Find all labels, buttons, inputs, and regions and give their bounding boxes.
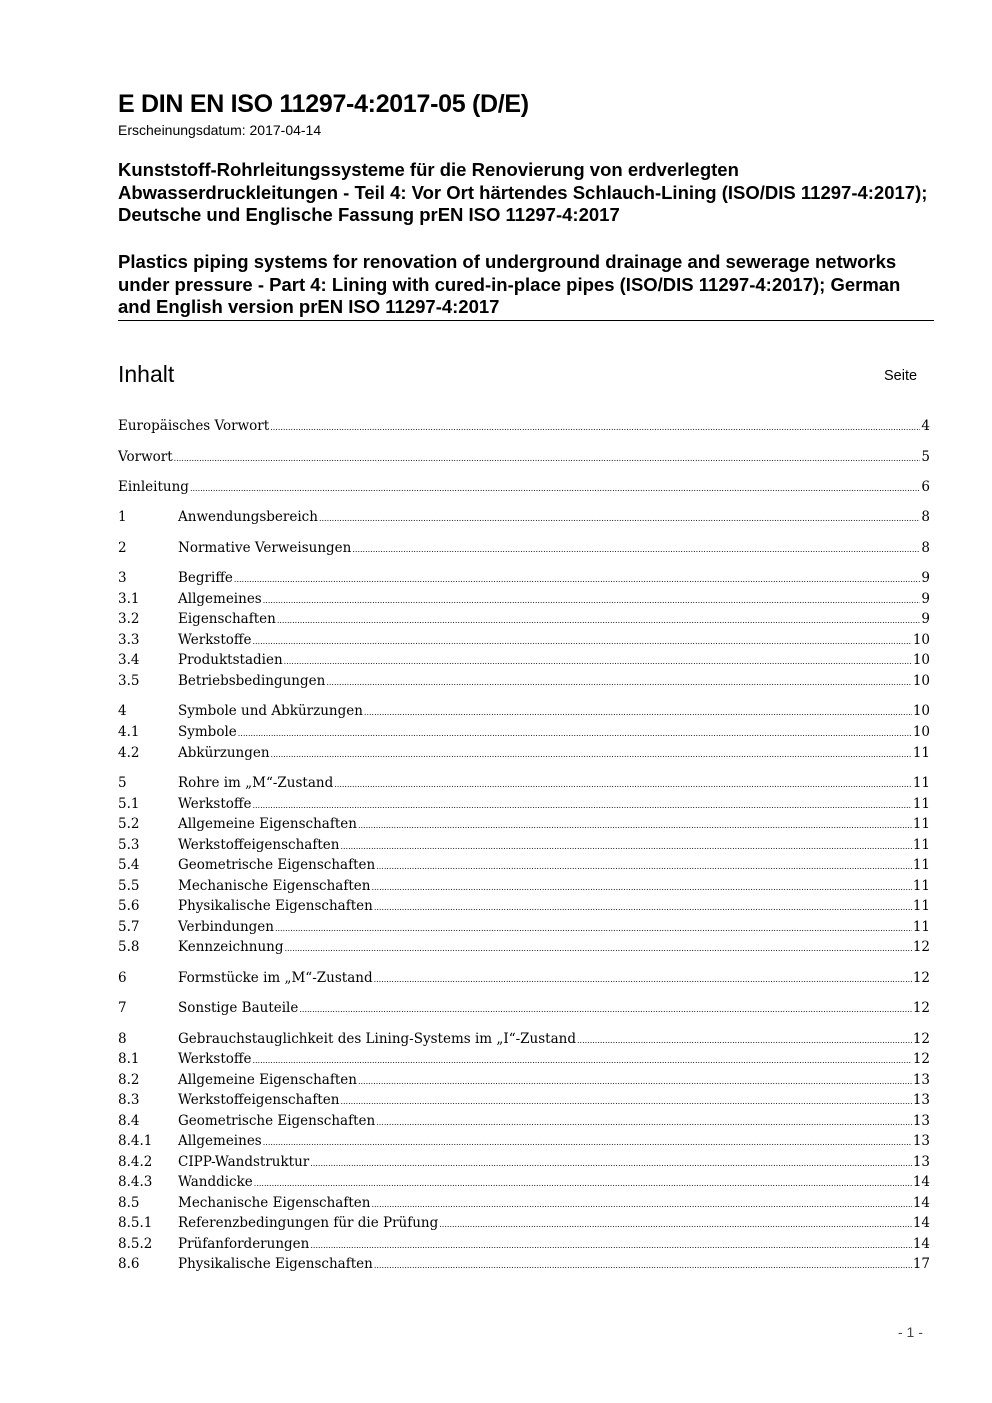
toc-leader-dots bbox=[234, 570, 921, 586]
toc-entry-title: Abkürzungen bbox=[178, 745, 270, 761]
toc-entry-title: Werkstoffe bbox=[178, 796, 252, 812]
toc-entry-number: 8.5.2 bbox=[118, 1236, 153, 1252]
toc-entry[interactable] bbox=[118, 703, 930, 722]
toc-leader-dots bbox=[358, 816, 912, 832]
toc-entry-number: 8.4.3 bbox=[118, 1174, 153, 1190]
toc-entry[interactable] bbox=[118, 796, 930, 815]
toc-entry[interactable] bbox=[118, 652, 930, 671]
toc-entry-title: Anwendungsbereich bbox=[178, 509, 318, 525]
toc-entry-title: Werkstoffe bbox=[178, 632, 252, 648]
toc-entry-title: Eigenschaften bbox=[178, 611, 276, 627]
toc-entry-page: 10 bbox=[912, 724, 930, 740]
toc-entry-number: 6 bbox=[118, 970, 127, 986]
toc-leader-dots bbox=[252, 632, 911, 648]
toc-entry[interactable] bbox=[118, 673, 930, 692]
toc-entry-page: 13 bbox=[912, 1072, 930, 1088]
toc-entry-title: Produktstadien bbox=[178, 652, 283, 668]
toc-entry-page: 12 bbox=[912, 1031, 930, 1047]
toc-leader-dots bbox=[376, 1113, 912, 1129]
toc-leader-dots bbox=[271, 745, 912, 761]
toc-leader-dots bbox=[285, 939, 912, 955]
toc-entry-page: 14 bbox=[912, 1215, 930, 1231]
toc-entry-title: Einleitung bbox=[118, 479, 189, 495]
toc-entry-number: 4.2 bbox=[118, 745, 140, 761]
toc-entry-number: 8.4.2 bbox=[118, 1154, 153, 1170]
toc-leader-dots bbox=[374, 1256, 912, 1272]
toc-entry-page: 9 bbox=[921, 611, 930, 627]
toc-leader-dots bbox=[270, 418, 920, 434]
toc-leader-dots bbox=[376, 857, 912, 873]
toc-entry[interactable] bbox=[118, 591, 930, 610]
toc-entry[interactable] bbox=[118, 1195, 930, 1214]
toc-entry-title: Rohre im „M“-Zustand bbox=[178, 775, 334, 791]
toc-entry-title: Werkstoffeigenschaften bbox=[178, 837, 340, 853]
toc-leader-dots bbox=[374, 970, 912, 986]
toc-entry-page: 11 bbox=[912, 837, 930, 853]
toc-entry[interactable] bbox=[118, 939, 930, 958]
toc-entry-title: Werkstoffeigenschaften bbox=[178, 1092, 340, 1108]
toc-entry-number: 5 bbox=[118, 775, 127, 791]
toc-entry[interactable] bbox=[118, 745, 930, 764]
toc-entry[interactable] bbox=[118, 1000, 930, 1019]
toc-leader-dots bbox=[275, 919, 912, 935]
toc-entry[interactable] bbox=[118, 540, 930, 559]
toc-entry-number: 5.5 bbox=[118, 878, 140, 894]
toc-leader-dots bbox=[439, 1215, 912, 1231]
toc-entry[interactable] bbox=[118, 816, 930, 835]
toc-leader-dots bbox=[371, 878, 911, 894]
toc-entry-page: 6 bbox=[921, 479, 930, 495]
toc-heading: Inhalt bbox=[118, 361, 175, 387]
toc-entry-page: 12 bbox=[912, 970, 930, 986]
toc-entry-number: 7 bbox=[118, 1000, 127, 1016]
toc-entry-page: 11 bbox=[912, 857, 930, 873]
toc-entry[interactable] bbox=[118, 479, 930, 498]
toc-entry-number: 5.2 bbox=[118, 816, 140, 832]
toc-entry-page: 10 bbox=[912, 632, 930, 648]
toc-leader-dots bbox=[310, 1154, 912, 1170]
toc-entry-title: Begriffe bbox=[178, 570, 233, 586]
toc-entry[interactable] bbox=[118, 1154, 930, 1173]
toc-entry-page: 14 bbox=[912, 1195, 930, 1211]
toc-leader-dots bbox=[334, 775, 912, 791]
toc-leader-dots bbox=[319, 509, 920, 525]
toc-entry[interactable] bbox=[118, 1092, 930, 1111]
toc-leader-dots bbox=[358, 1072, 912, 1088]
toc-entry[interactable] bbox=[118, 919, 930, 938]
toc-leader-dots bbox=[238, 724, 912, 740]
toc-entry-page: 8 bbox=[921, 540, 930, 556]
toc-entry-page: 13 bbox=[912, 1154, 930, 1170]
toc-entry-page: 5 bbox=[921, 449, 930, 465]
toc-entry-number: 5.7 bbox=[118, 919, 140, 935]
toc-entry[interactable] bbox=[118, 1215, 930, 1234]
toc-entry-title: Allgemeines bbox=[178, 591, 262, 607]
toc-entry-page: 9 bbox=[921, 591, 930, 607]
toc-entry[interactable] bbox=[118, 724, 930, 743]
toc-entry[interactable] bbox=[118, 898, 930, 917]
toc-entry[interactable] bbox=[118, 1133, 930, 1152]
toc-entry-title: Normative Verweisungen bbox=[178, 540, 352, 556]
toc-entry-title: Geometrische Eigenschaften bbox=[178, 857, 376, 873]
toc-entry-title: CIPP-Wandstruktur bbox=[178, 1154, 310, 1170]
toc-entry[interactable] bbox=[118, 632, 930, 651]
toc-entry[interactable] bbox=[118, 857, 930, 876]
toc-entry-number: 5.6 bbox=[118, 898, 140, 914]
toc-entry[interactable] bbox=[118, 509, 930, 528]
toc-leader-dots bbox=[371, 1195, 911, 1211]
toc-entry-page: 14 bbox=[912, 1174, 930, 1190]
toc-leader-dots bbox=[352, 540, 920, 556]
toc-entry-page: 12 bbox=[912, 1051, 930, 1067]
toc-leader-dots bbox=[340, 837, 911, 853]
page-number: - 1 - bbox=[898, 1324, 923, 1340]
toc-entry-number: 3.2 bbox=[118, 611, 140, 627]
toc-entry-title: Europäisches Vorwort bbox=[118, 418, 270, 434]
toc-entry-page: 10 bbox=[912, 652, 930, 668]
toc-entry-page: 17 bbox=[912, 1256, 930, 1272]
toc-leader-dots bbox=[174, 449, 921, 465]
toc-entry[interactable] bbox=[118, 1051, 930, 1070]
toc-entry-number: 3.5 bbox=[118, 673, 140, 689]
toc-entry-page: 13 bbox=[912, 1133, 930, 1149]
toc-entry-title: Verbindungen bbox=[178, 919, 274, 935]
toc-entry[interactable] bbox=[118, 611, 930, 630]
toc-entry[interactable] bbox=[118, 1031, 930, 1050]
toc-entry[interactable] bbox=[118, 570, 930, 589]
toc-entry[interactable] bbox=[118, 1174, 930, 1193]
toc-entry-number: 8.4 bbox=[118, 1113, 140, 1129]
toc-entry-title: Geometrische Eigenschaften bbox=[178, 1113, 376, 1129]
toc-entry[interactable] bbox=[118, 418, 930, 437]
toc-leader-dots bbox=[252, 1051, 911, 1067]
toc-entry-number: 8 bbox=[118, 1031, 127, 1047]
toc-entry-title: Symbole bbox=[178, 724, 237, 740]
toc-entry-number: 8.5 bbox=[118, 1195, 140, 1211]
title-german: Kunststoff-Rohrleitungssysteme für die Renovierung von erdverlegten Abwasserdruckleitungen - Teil 4: Vor Ort härtendes Schlauch-Lining (ISO/DIS 11297-4:2017); Deutsche und Englische Fassung prEN ISO 11297-4:2017 bbox=[118, 159, 928, 225]
toc-leader-dots bbox=[299, 1000, 911, 1016]
toc-entry-title: Wanddicke bbox=[178, 1174, 253, 1190]
toc-page-column-label: Seite bbox=[884, 368, 918, 384]
toc-entry-number: 8.4.1 bbox=[118, 1133, 153, 1149]
toc-entry-page: 8 bbox=[921, 509, 930, 525]
toc-entry-page: 11 bbox=[912, 898, 930, 914]
title-english: Plastics piping systems for renovation of underground drainage and sewerage networks under pressure - Part 4: Lining with cured-in-place pipes (ISO/DIS 11297-4:2017); German and English version prEN ISO 11297-4:2017 bbox=[118, 251, 901, 317]
toc-entry-title: Betriebsbedingungen bbox=[178, 673, 326, 689]
toc-entry[interactable] bbox=[118, 1072, 930, 1091]
toc-entry-page: 11 bbox=[912, 878, 930, 894]
toc-entry[interactable] bbox=[118, 1256, 930, 1275]
toc-entry-page: 9 bbox=[921, 570, 930, 586]
toc-entry[interactable] bbox=[118, 878, 930, 897]
toc-entry-number: 8.6 bbox=[118, 1256, 140, 1272]
toc-leader-dots bbox=[263, 1133, 912, 1149]
toc-entry-number: 8.3 bbox=[118, 1092, 140, 1108]
publication-date: Erscheinungsdatum: 2017-04-14 bbox=[118, 122, 322, 138]
toc-entry-title: Gebrauchstauglichkeit des Lining-Systems im „I“-Zustand bbox=[178, 1031, 576, 1047]
toc-entry-number: 3 bbox=[118, 570, 127, 586]
toc-leader-dots bbox=[254, 1174, 912, 1190]
toc-entry[interactable] bbox=[118, 1113, 930, 1132]
toc-entry[interactable] bbox=[118, 837, 930, 856]
toc-entry-page: 12 bbox=[912, 939, 930, 955]
toc-entry-number: 4.1 bbox=[118, 724, 140, 740]
toc-leader-dots bbox=[277, 611, 921, 627]
toc-entry-title: Allgemeine Eigenschaften bbox=[178, 1072, 357, 1088]
toc-entry-title: Mechanische Eigenschaften bbox=[178, 1195, 371, 1211]
toc-entry-title: Prüfanforderungen bbox=[178, 1236, 310, 1252]
toc-leader-dots bbox=[364, 703, 912, 719]
toc-leader-dots bbox=[190, 479, 920, 495]
toc-entry-title: Werkstoffe bbox=[178, 1051, 252, 1067]
toc-entry-title: Referenzbedingungen für die Prüfung bbox=[178, 1215, 439, 1231]
toc-entry-number: 3.3 bbox=[118, 632, 140, 648]
toc-entry-page: 11 bbox=[912, 816, 930, 832]
toc-leader-dots bbox=[326, 673, 912, 689]
toc-entry-number: 5.3 bbox=[118, 837, 140, 853]
toc-entry-page: 11 bbox=[912, 775, 930, 791]
toc-entry-title: Physikalische Eigenschaften bbox=[178, 1256, 373, 1272]
toc-entry-title: Physikalische Eigenschaften bbox=[178, 898, 373, 914]
toc-entry-title: Vorwort bbox=[118, 449, 173, 465]
toc-entry-page: 13 bbox=[912, 1092, 930, 1108]
toc-entry-number: 8.5.1 bbox=[118, 1215, 153, 1231]
toc-entry-number: 4 bbox=[118, 703, 127, 719]
toc-leader-dots bbox=[284, 652, 912, 668]
toc-entry[interactable] bbox=[118, 449, 930, 468]
toc-entry-number: 5.8 bbox=[118, 939, 140, 955]
toc-entry-title: Allgemeine Eigenschaften bbox=[178, 816, 357, 832]
toc-entry-page: 4 bbox=[921, 418, 930, 434]
toc-entry-number: 8.1 bbox=[118, 1051, 140, 1067]
toc-entry-page: 11 bbox=[912, 796, 930, 812]
toc-entry-title: Sonstige Bauteile bbox=[178, 1000, 299, 1016]
toc-entry-title: Symbole und Abkürzungen bbox=[178, 703, 363, 719]
toc-leader-dots bbox=[577, 1031, 912, 1047]
toc-entry-title: Formstücke im „M“-Zustand bbox=[178, 970, 373, 986]
toc-leader-dots bbox=[263, 591, 921, 607]
toc-entry-number: 3.4 bbox=[118, 652, 140, 668]
toc-entry-title: Kennzeichnung bbox=[178, 939, 284, 955]
toc-entry-page: 14 bbox=[912, 1236, 930, 1252]
toc-entry-page: 12 bbox=[912, 1000, 930, 1016]
toc-entry[interactable] bbox=[118, 1236, 930, 1255]
toc-entry-number: 5.1 bbox=[118, 796, 140, 812]
toc-entry-page: 11 bbox=[912, 919, 930, 935]
header-divider bbox=[118, 320, 934, 321]
toc-entry-title: Mechanische Eigenschaften bbox=[178, 878, 371, 894]
toc-leader-dots bbox=[340, 1092, 911, 1108]
toc-entry-number: 8.2 bbox=[118, 1072, 140, 1088]
toc-entry-page: 10 bbox=[912, 673, 930, 689]
toc-entry-number: 3.1 bbox=[118, 591, 140, 607]
toc-entry[interactable] bbox=[118, 970, 930, 989]
toc-entry-number: 1 bbox=[118, 509, 127, 525]
toc-entry-number: 5.4 bbox=[118, 857, 140, 873]
toc-leader-dots bbox=[310, 1236, 911, 1252]
toc-entry-page: 11 bbox=[912, 745, 930, 761]
toc-entry-number: 2 bbox=[118, 540, 127, 556]
document-id: E DIN EN ISO 11297-4:2017-05 (D/E) bbox=[118, 90, 529, 118]
toc-entry-page: 13 bbox=[912, 1113, 930, 1129]
toc-leader-dots bbox=[374, 898, 912, 914]
toc-entry[interactable] bbox=[118, 775, 930, 794]
toc-entry-title: Allgemeines bbox=[178, 1133, 262, 1149]
toc-leader-dots bbox=[252, 796, 911, 812]
toc-entry-page: 10 bbox=[912, 703, 930, 719]
